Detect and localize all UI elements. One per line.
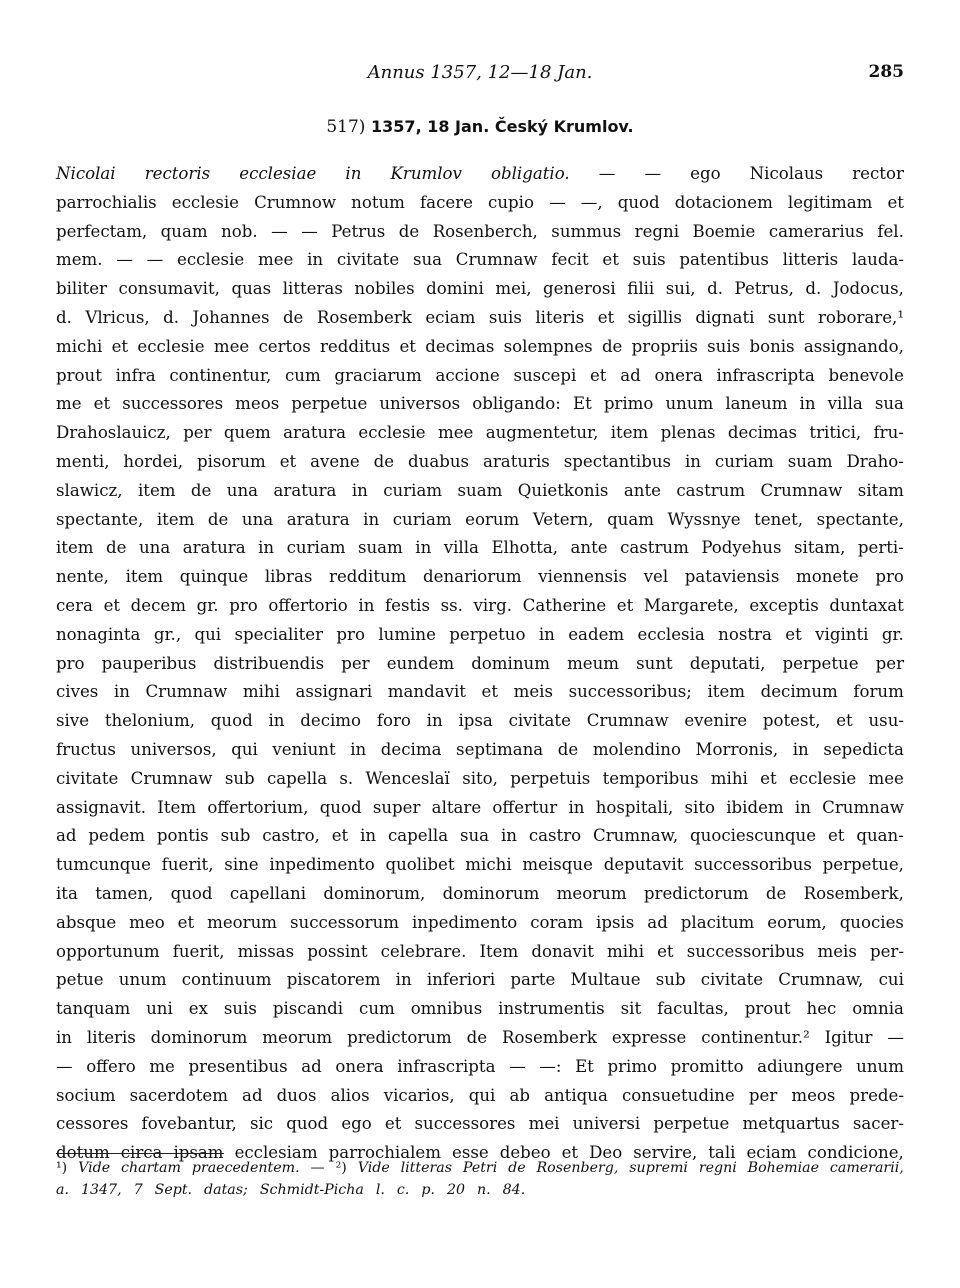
text-line: me et successores meos perpetue universos obligando: Et primo unum laneum in villa sua — [56, 394, 904, 414]
text-line: fructus universos, qui veniunt in decima septimana de molendino Morronis, in sepedicta — [56, 739, 904, 759]
text-line: socium sacerdotem ad duos alios vicarios, qui ab antiqua consuetudine per meos prede- — [56, 1085, 904, 1105]
text-line: ita tamen, quod capellani dominorum, dominorum meorum predictorum de Rosemberk, — [56, 883, 904, 903]
text-line: parrochialis ecclesie Crumnow notum facere cupio — —, quod dotacionem legitimam et — [56, 192, 904, 212]
text-line: prout infra continentur, cum graciarum accione suscepi et ad onera infrascripta benevole — [56, 365, 904, 385]
text-line: nente, item quinque libras redditum denariorum viennensis vel pataviensis monete pro — [56, 567, 904, 587]
document-date: 1357, 18 Jan. — [371, 117, 490, 136]
text-line: dotum circa ipsam ecclesiam parrochialem esse debeo et Deo servire, tali eciam condicione, — [56, 1143, 904, 1163]
text-line: pro pauperibus distribuendis per eundem dominum meum sunt deputati, perpetue per — [56, 653, 904, 673]
page-number: 285 — [868, 62, 904, 82]
text-line: Nicolai rectoris ecclesiae in Krumlov obligatio. — — ego Nicolaus rector — [56, 164, 904, 183]
running-title: Annus 1357, 12—18 Jan. — [367, 62, 593, 83]
text-line: cera et decem gr. pro offertorio in festis ss. virg. Catherine et Margarete, exceptis duntaxat — [56, 595, 904, 615]
footnotes — [56, 1157, 904, 1201]
text-line: menti, hordei, pisorum et avene de duabus araturis spectantibus in curiam suam Draho- — [56, 451, 904, 471]
text-line: cives in Crumnaw mihi assignari mandavit et meis successoribus; item decimum forum — [56, 682, 904, 702]
text-line: Drahoslauicz, per quem aratura ecclesie mee augmentetur, item plenas decimas tritici, fru- — [56, 423, 904, 443]
footnote-rule — [56, 1153, 224, 1154]
text-line: item de una aratura in curiam suam in villa Elhotta, ante castrum Podyehus sitam, perti- — [56, 538, 904, 558]
text-line: opportunum fuerit, missas possint celebrare. Item donavit mihi et successoribus meis per- — [56, 941, 904, 961]
footnote-line: ¹) Vide chartam praecedentem. — ²) Vide litteras Petri de Rosenberg, supremi regni Bohemiae camerarii, — [56, 1160, 904, 1176]
text-line: cessores fovebantur, sic quod ego et successores mei universi perpetue metquartus sacer- — [56, 1114, 904, 1134]
text-line: biliter consumavit, quas litteras nobiles domini mei, generosi filii sui, d. Petrus, d. Jodocus, — [56, 279, 904, 299]
text-line: michi et ecclesie mee certos redditus et decimas solempnes de propriis suis bonis assignando, — [56, 336, 904, 356]
text-line: sive thelonium, quod in decimo foro in ipsa civitate Crumnaw evenire potest, et usu- — [56, 711, 904, 731]
text-line: nonaginta gr., qui specialiter pro lumine perpetuo in eadem ecclesia nostra et viginti gr. — [56, 624, 904, 644]
text-line: absque meo et meorum successorum inpedimento coram ipsis ad placitum eorum, quocies — [56, 912, 904, 932]
footnote-line: a. 1347, 7 Sept. datas; Schmidt-Picha l. c. p. 20 n. 84. — [56, 1182, 526, 1198]
text-line: mem. — — ecclesie mee in civitate sua Crumnaw fecit et suis patentibus litteris lauda- — [56, 250, 904, 270]
document-place: Český Krumlov. — [494, 117, 634, 136]
body-text — [56, 160, 904, 1168]
text-line: slawicz, item de una aratura in curiam suam Quietkonis ante castrum Crumnaw sitam — [56, 480, 904, 500]
text-line: petue unum continuum piscatorem in inferiori parte Multaue sub civitate Crumnaw, cui — [56, 970, 904, 990]
text-line: civitate Crumnaw sub capella s. Wenceslaï sito, perpetuis temporibus mihi et ecclesie mee — [56, 768, 904, 788]
text-line: — offero me presentibus ad onera infrascripta — —: Et primo promitto adiungere unum — [56, 1056, 904, 1076]
text-line: assignavit. Item offertorium, quod super altare offertur in hospitali, sito ibidem in Crumnaw — [56, 797, 904, 817]
text-line: ad pedem pontis sub castro, et in capella sua in castro Crumnaw, quociescunque et quan- — [56, 826, 904, 846]
document-number: 517) — [326, 117, 366, 137]
document-heading — [56, 117, 904, 137]
text-line: in literis dominorum meorum predictorum de Rosemberk expresse continentur.² Igitur — — [56, 1027, 904, 1047]
running-head — [56, 62, 904, 86]
text-line: tanquam uni ex suis piscandi cum omnibus instrumentis sit facultas, prout hec omnia — [56, 999, 904, 1019]
text-line: tumcunque fuerit, sine inpedimento quolibet michi meisque deputavit successoribus perpetue, — [56, 855, 904, 875]
text-line: d. Vlricus, d. Johannes de Rosemberk eciam suis literis et sigillis dignati sunt roborare,¹ — [56, 307, 904, 327]
text-line: spectante, item de una aratura in curiam eorum Vetern, quam Wyssnye tenet, spectante, — [56, 509, 904, 529]
text-line: perfectam, quam nob. — — Petrus de Rosenberch, summus regni Boemie camerarius fel. — [56, 221, 904, 241]
